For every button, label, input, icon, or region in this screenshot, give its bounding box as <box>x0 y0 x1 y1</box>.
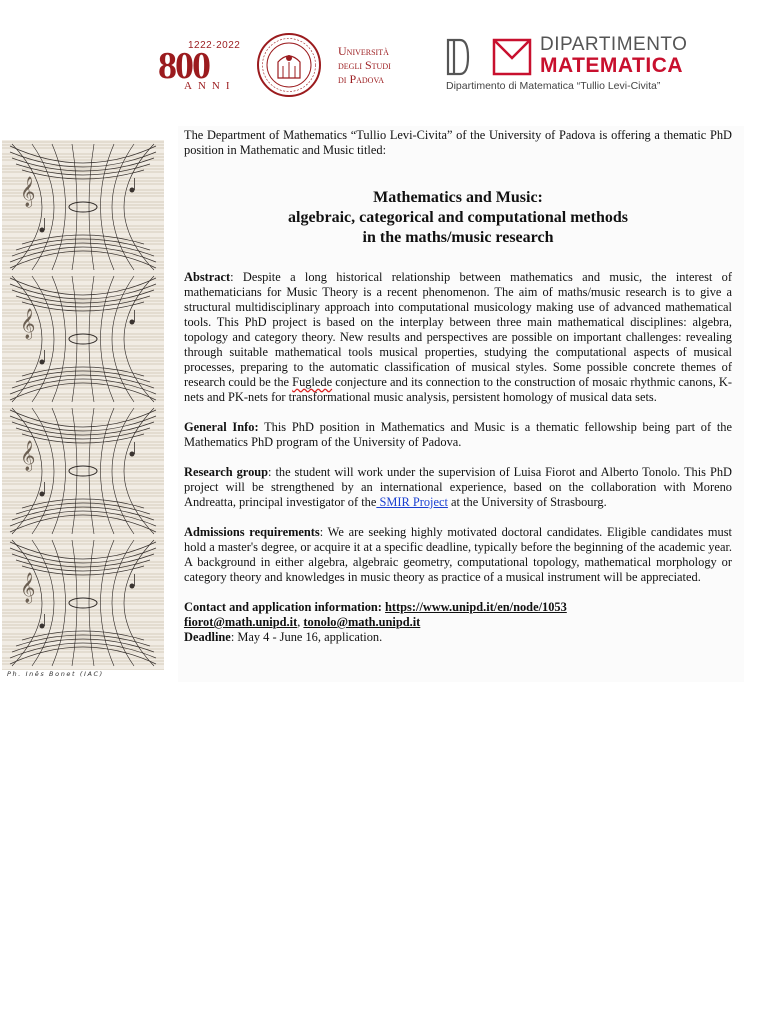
research-group-text-after: at the University of Strasbourg. <box>447 495 607 509</box>
abstract-text-after: conjecture and its connection to the construction of mosaic rhythmic canons, K-nets and PK-nets for transformational music analysis, persistent homology of musical data sets. <box>184 375 732 404</box>
research-group-paragraph <box>184 465 732 510</box>
university-line3: di Padova <box>338 72 384 86</box>
abstract-text-before: : Despite a long historical relationship between mathematics and music, the interest of mathematicians for Music Theory is a recent phenomenon. The aim of maths/music research is to give a structural multidisciplinary approach into computational musicology making use of advanced mathematical tools. This PhD project is based on the interplay between three main mathematical disciplines: algebra, topology and category theory. New results and perspectives are possible on important challenges: revealing through suitable mathematical tools musical properties, studying the computational aspects of musical processes, preparing to the automatic classification of musical styles. Some possible concrete themes of research could be the <box>184 270 732 389</box>
email-fiorot-link[interactable]: fiorot@math.unipd.it <box>184 615 298 629</box>
contact-emails <box>184 615 732 630</box>
deadline-line <box>184 630 732 645</box>
research-group-label: Research group <box>184 465 269 479</box>
deadline-label: Deadline <box>184 630 231 644</box>
email-separator: , <box>297 615 304 629</box>
admissions-text: : We are seeking highly motivated doctoral candidates. Eligible candidates must hold a master's degree, or acquire it at a specific deadline, typically before the beginning of the academic year. A background in either algebra, algebraic geometry, computational topology, mathematical morphology or category theory and knowledges in music theory as practice of a musical instrument will be appreciated. <box>184 525 732 584</box>
contact-label: Contact and application information: <box>184 600 386 614</box>
title-line2: algebraic, categorical and computational methods <box>288 209 628 226</box>
contact-url-link[interactable]: https://www.unipd.it/en/node/1053 <box>385 600 567 614</box>
logo-800-number: 800 <box>158 45 209 87</box>
800-anni-logo <box>158 40 242 92</box>
mathematics-word: MATEMATICA <box>540 54 684 77</box>
admissions-label: Admissions requirements <box>184 525 320 539</box>
general-info-label: General Info: <box>184 420 259 434</box>
abstract-label: Abstract <box>184 270 231 284</box>
admissions-paragraph <box>184 525 732 585</box>
logo-anni-word: ANNI <box>184 80 236 92</box>
fuglede-word: Fuglede <box>292 375 333 389</box>
contact-block <box>184 600 732 645</box>
logo-years: 1222·2022 <box>188 40 241 51</box>
university-line2: degli Studi <box>338 58 391 72</box>
hyperboloid-artwork-image <box>2 140 164 670</box>
university-name <box>338 44 391 86</box>
photo-credit: Ph. Inês Bonet (IAC) <box>7 670 104 678</box>
general-info-text: This PhD position in Mathematics and Music is a thematic fellowship being part of the Mathematics PhD program of the University of Padova. <box>184 420 732 449</box>
contact-line <box>184 600 732 615</box>
department-word: DIPARTIMENTO <box>540 34 688 55</box>
university-line1: Università <box>338 44 389 58</box>
smir-project-link[interactable]: SMIR Project <box>376 495 448 509</box>
title-line3: in the maths/music research <box>362 229 554 246</box>
announcement-text <box>184 128 732 645</box>
email-tonolo-link[interactable]: tonolo@math.unipd.it <box>303 615 421 629</box>
research-group-text-before: : the student will work under the supervision of Luisa Fiorot and Alberto Tonolo. This PhD project will be strengthened by an international experience, based on the collaboration with Moreno Andreatta, principal investigator of the <box>184 465 732 509</box>
department-logo-icon <box>446 38 532 76</box>
general-info-paragraph <box>184 420 732 450</box>
abstract-paragraph <box>184 270 732 405</box>
title-line1: Mathematics and Music: <box>373 189 543 206</box>
university-seal-icon <box>256 32 322 98</box>
department-subtitle: Dipartimento di Matematica “Tullio Levi-Civita” <box>446 80 661 92</box>
decorative-music-artwork <box>2 140 164 670</box>
intro-paragraph: The Department of Mathematics “Tullio Levi-Civita” of the University of Padova is offering a thematic PhD position in Mathematic and Music titled: <box>184 128 732 157</box>
deadline-text: : May 4 - June 16, application. <box>230 630 383 644</box>
position-title <box>184 188 732 248</box>
